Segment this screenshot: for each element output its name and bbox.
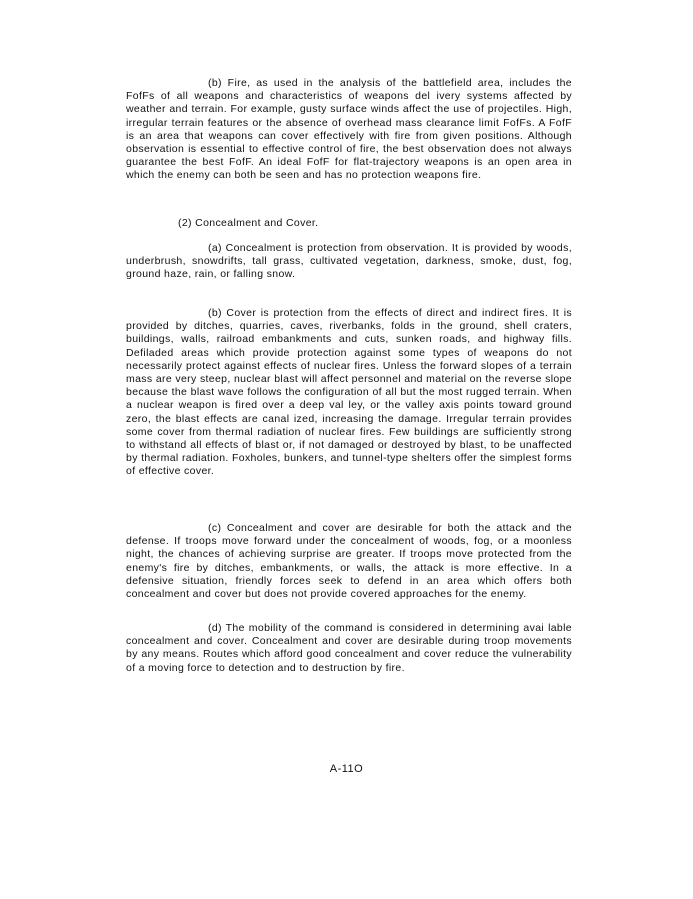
paragraph-c-desirable-text: (c) Concealment and cover are desirable for both the attack and the defense. If troops move forward under the concealment of woods, fog, or a moonless night, the chances of achieving surprise are greater. If troops move protected from the enemy's fire by ditches, embankments, or walls, the attack is more effective. In a defensive situation, friendly forces seek to defend in an area which offers both concealment and cover but does not provide covered approaches for the enemy. bbox=[126, 522, 572, 601]
paragraph-b-fire-text: (b) Fire, as used in the analysis of the battlefield area, includes the FofFs of all weapons and characteristics of weapons del ivery systems affected by weather and terrain. For example, gusty surface winds affect the use of projectiles. High, irregular terrain features or the absence of overhead mass clearance limit FofFs. A FofF is an area that weapons can cover effectively with fire from given positions. Although observation is essential to effective control of fire, the best observation does not always guarantee the best FofF. An ideal FofF for flat-trajectory weapons is an open area in which the enemy can both be seen and has no protection weapons fire. bbox=[126, 77, 572, 182]
paragraph-b-cover-text: (b) Cover is protection from the effects of direct and indirect fires. It is provided by ditches, quarries, caves, riverbanks, folds in the ground, shell craters, buildings, walls, railroad embankments and cuts, sunken roads, and highway fills. Defiladed areas which provide protection against some types of weapons do not necessarily protect against effects of nuclear fires. Unless the forward slopes of a terrain mass are very steep, nuclear blast will affect personnel and material on the reverse slope because the blast wave follows the configuration of all but the most rugged terrain. When a nuclear weapon is fired over a deep val ley, or the valley axis points toward ground zero, the blast effects are canal ized, increasing the damage. Irregular terrain provides some cover from thermal radiation of nuclear fires. Few buildings are sufficiently strong to withstand all effects of blast or, if not damaged or destroyed by blast, to be unaffected by thermal radiation. Foxholes, bunkers, and tunnel-type shelters offer the simplest forms of effective cover. bbox=[126, 307, 572, 478]
paragraph-a-concealment bbox=[126, 242, 572, 282]
paragraph-b-cover bbox=[126, 307, 572, 479]
paragraph-c-desirable bbox=[126, 522, 572, 601]
page-number: A-11O bbox=[329, 763, 364, 775]
section-heading-concealment-and-cover: (2) Concealment and Cover. bbox=[178, 217, 319, 229]
paragraph-d-mobility-text: (d) The mobility of the command is considered in determining avai lable concealment and cover. Concealment and cover are desirable during troop movements by any means. Routes which afford good concealment and cover reduce the vulnerability of a moving force to detection and to destruction by fire. bbox=[126, 622, 572, 674]
paragraph-a-concealment-text: (a) Concealment is protection from observation. It is provided by woods, underbrush, snowdrifts, tall grass, cultivated vegetation, darkness, smoke, dust, fog, ground haze, rain, or falling snow. bbox=[126, 242, 572, 281]
paragraph-b-fire bbox=[126, 77, 572, 183]
paragraph-d-mobility bbox=[126, 622, 572, 675]
